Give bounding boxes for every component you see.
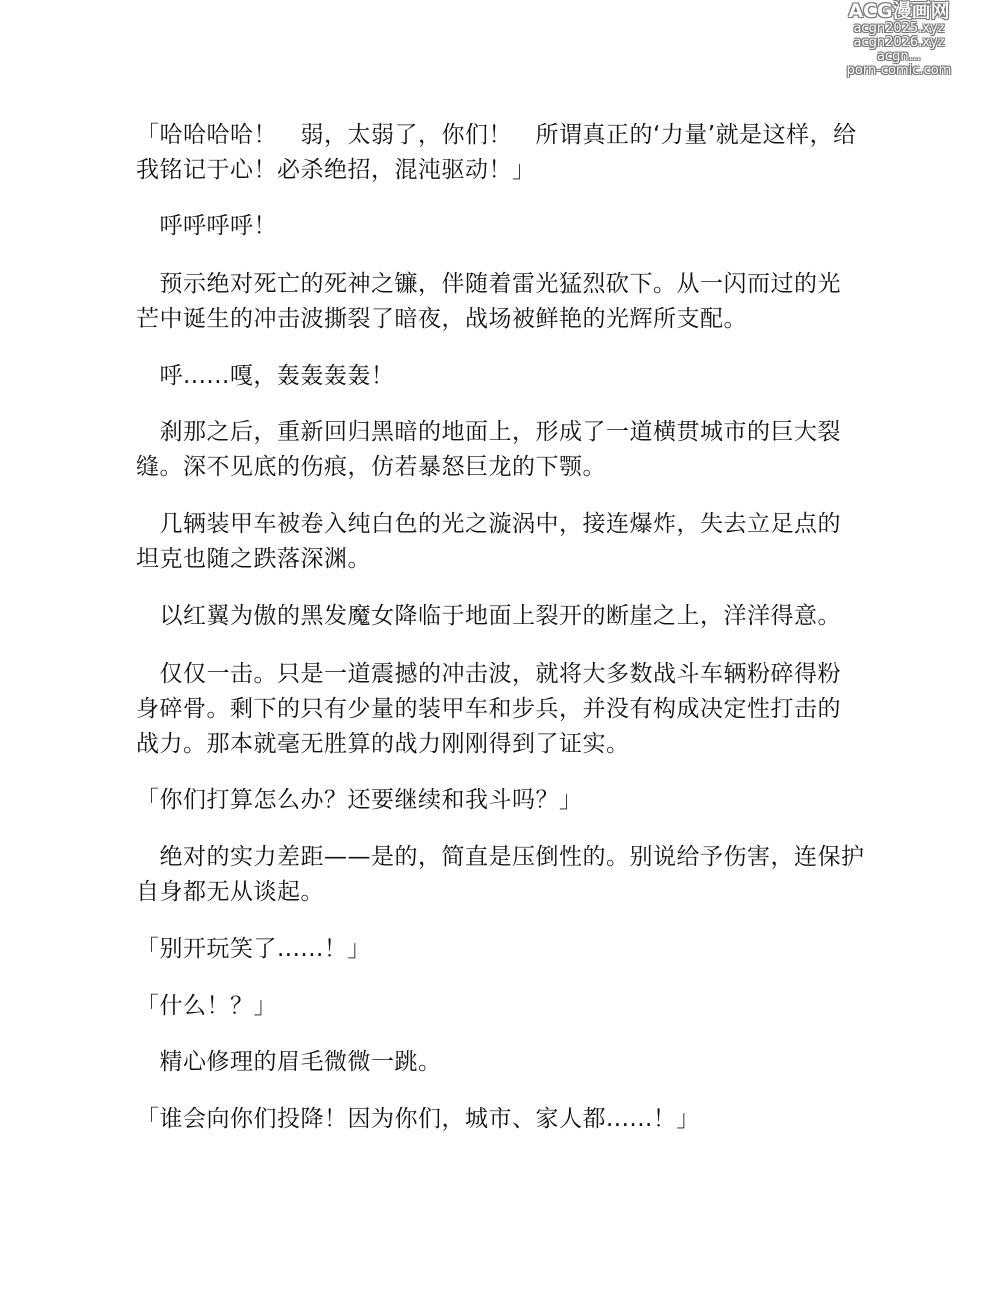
paragraph-8 — [136, 657, 876, 762]
line: 「什么！？」 — [136, 993, 277, 1019]
paragraph-14 — [136, 1102, 876, 1137]
paragraph-3 — [136, 267, 876, 337]
paragraph-4 — [136, 359, 876, 394]
line: 「哈哈哈哈！ 弱，太弱了，你们！ 所谓真正的‘力量’就是这样，给 — [136, 122, 857, 148]
watermark-url-2: acgn2026.xyz — [853, 35, 945, 50]
line: 芒中诞生的冲击波撕裂了暗夜，战场被鲜艳的光辉所支配。 — [136, 306, 747, 332]
line: 身碎骨。剩下的只有少量的装甲车和步兵，并没有构成决定性打击的 — [136, 696, 841, 722]
line: 以红翼为傲的黑发魔女降临于地面上裂开的断崖之上，洋洋得意。 — [136, 603, 841, 629]
line: 几辆装甲车被卷入纯白色的光之漩涡中，接连爆炸，失去立足点的 — [136, 511, 841, 537]
line: 我铭记于心！必杀绝招，混沌驱动！」 — [136, 157, 536, 183]
paragraph-12 — [136, 989, 876, 1024]
watermark-url-4: porn-comic.com — [846, 63, 952, 78]
line: 仅仅一击。只是一道震撼的冲击波，就将大多数战斗车辆粉碎得粉 — [136, 661, 841, 687]
paragraph-13 — [136, 1045, 876, 1080]
line: 预示绝对死亡的死神之镰，伴随着雷光猛烈砍下。从一闪而过的光 — [136, 271, 841, 297]
paragraph-2 — [136, 209, 876, 244]
line: 绝对的实力差距——是的，简直是压倒性的。别说给予伤害，连保护 — [136, 844, 865, 870]
document-body — [136, 118, 876, 1137]
paragraph-1 — [136, 118, 876, 188]
paragraph-9 — [136, 783, 876, 818]
line: 呼呼呼呼！ — [136, 213, 277, 239]
line: 呼......嘎，轰轰轰轰！ — [136, 363, 395, 389]
paragraph-11 — [136, 932, 876, 967]
paragraph-6 — [136, 507, 876, 577]
paragraph-7 — [136, 599, 876, 634]
line: 「别开玩笑了......！」 — [136, 936, 371, 962]
line: 缝。深不见底的伤痕，仿若暴怒巨龙的下颚。 — [136, 454, 606, 480]
line: 精心修理的眉毛微微一跳。 — [136, 1049, 442, 1075]
line: 「你们打算怎么办？还要继续和我斗吗？」 — [136, 787, 583, 813]
line: 战力。那本就毫无胜算的战力刚刚得到了证实。 — [136, 731, 630, 757]
line: 自身都无从谈起。 — [136, 879, 324, 905]
watermark-url-1: acgn2025.xyz — [853, 21, 945, 36]
paragraph-10 — [136, 840, 876, 910]
watermark-url-3: acgn... — [876, 49, 921, 64]
line: 坦克也随之跌落深渊。 — [136, 546, 371, 572]
line: 刹那之后，重新回归黑暗的地面上，形成了一道横贯城市的巨大裂 — [136, 419, 841, 445]
watermark-brand: ACG漫画网 — [848, 0, 950, 22]
watermark-logo — [824, 0, 974, 77]
line: 「谁会向你们投降！因为你们，城市、家人都......！」 — [136, 1106, 700, 1132]
paragraph-5 — [136, 415, 876, 485]
